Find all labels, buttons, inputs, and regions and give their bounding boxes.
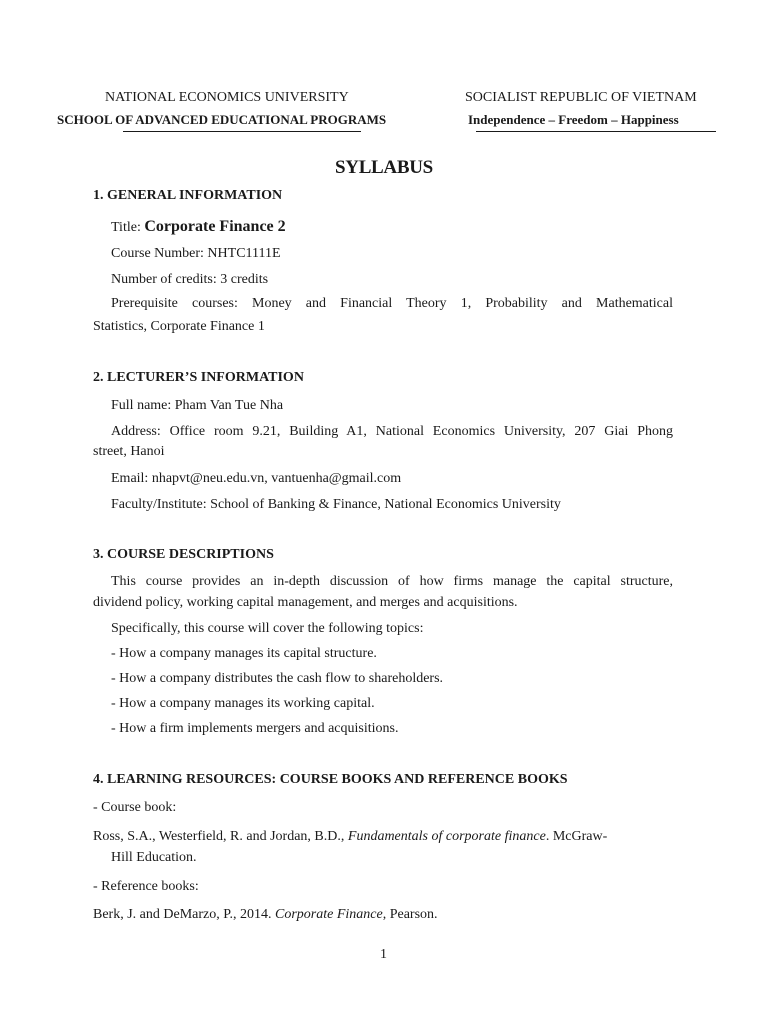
section-general-heading: 1. GENERAL INFORMATION (93, 188, 283, 203)
reference-books-label: - Reference books: (93, 879, 199, 894)
topic-item: - How a company distributes the cash flow to shareholders. (111, 671, 444, 686)
reference-book-title: Corporate Finance (274, 907, 383, 922)
document-title: SYLLABUS (335, 157, 433, 178)
course-title-line (111, 218, 286, 236)
lecturer-email: Email: nhapvt@neu.edu.vn, vantuenha@gmail.com (111, 471, 402, 486)
national-motto: Independence – Freedom – Happiness (468, 112, 679, 127)
motto-underline (476, 131, 716, 132)
section-description-heading: 3. COURSE DESCRIPTIONS (93, 547, 274, 562)
course-book-authors: Ross, S.A., Westerfield, R. and Jordan, B.D., (93, 829, 348, 844)
description-intro: Specifically, this course will cover the following topics: (111, 621, 424, 636)
reference-book-publisher: , Pearson. (382, 907, 438, 922)
reference-book-authors: Berk, J. and DeMarzo, P., 2014. (93, 907, 275, 922)
prerequisites-line-2: Statistics, Corporate Finance 1 (93, 319, 265, 334)
reference-book-citation (93, 907, 438, 923)
course-book-citation-line-2: Hill Education. (111, 850, 197, 865)
lecturer-address-line-1: Address: Office room 9.21, Building A1, National Economics University, 207 Giai Phong (111, 424, 673, 439)
course-title-label: Title: (111, 220, 145, 235)
course-book-title: Fundamentals of corporate finance (347, 829, 546, 844)
country-name: SOCIALIST REPUBLIC OF VIETNAM (465, 90, 697, 105)
topic-item: - How a firm implements mergers and acquisitions. (111, 721, 399, 736)
lecturer-address-line-2: street, Hanoi (93, 444, 165, 459)
page-number: 1 (380, 947, 387, 962)
course-number: Course Number: NHTC1111E (111, 246, 281, 261)
course-title-value: Corporate Finance 2 (144, 218, 286, 235)
school-name: SCHOOL OF ADVANCED EDUCATIONAL PROGRAMS (57, 112, 387, 127)
topic-item: - How a company manages its working capital. (111, 696, 375, 711)
course-book-publisher: . McGraw- (545, 829, 608, 844)
course-credits: Number of credits: 3 credits (111, 272, 269, 287)
topic-item: - How a company manages its capital structure. (111, 646, 377, 661)
course-book-citation-line-1 (93, 829, 607, 845)
lecturer-faculty: Faculty/Institute: School of Banking & Finance, National Economics University (111, 497, 561, 512)
prerequisites-line-1: Prerequisite courses: Money and Financial Theory 1, Probability and Mathematical (111, 296, 673, 311)
lecturer-full-name: Full name: Pham Van Tue Nha (111, 398, 284, 413)
section-resources-heading: 4. LEARNING RESOURCES: COURSE BOOKS AND REFERENCE BOOKS (93, 772, 568, 787)
university-name: NATIONAL ECONOMICS UNIVERSITY (105, 90, 349, 105)
course-book-label: - Course book: (93, 800, 177, 815)
description-para-line-2: dividend policy, working capital management, and merges and acquisitions. (93, 595, 518, 610)
section-lecturer-heading: 2. LECTURER’S INFORMATION (93, 370, 304, 385)
school-underline (123, 131, 361, 132)
description-para-line-1: This course provides an in-depth discussion of how firms manage the capital structure, (111, 574, 673, 589)
